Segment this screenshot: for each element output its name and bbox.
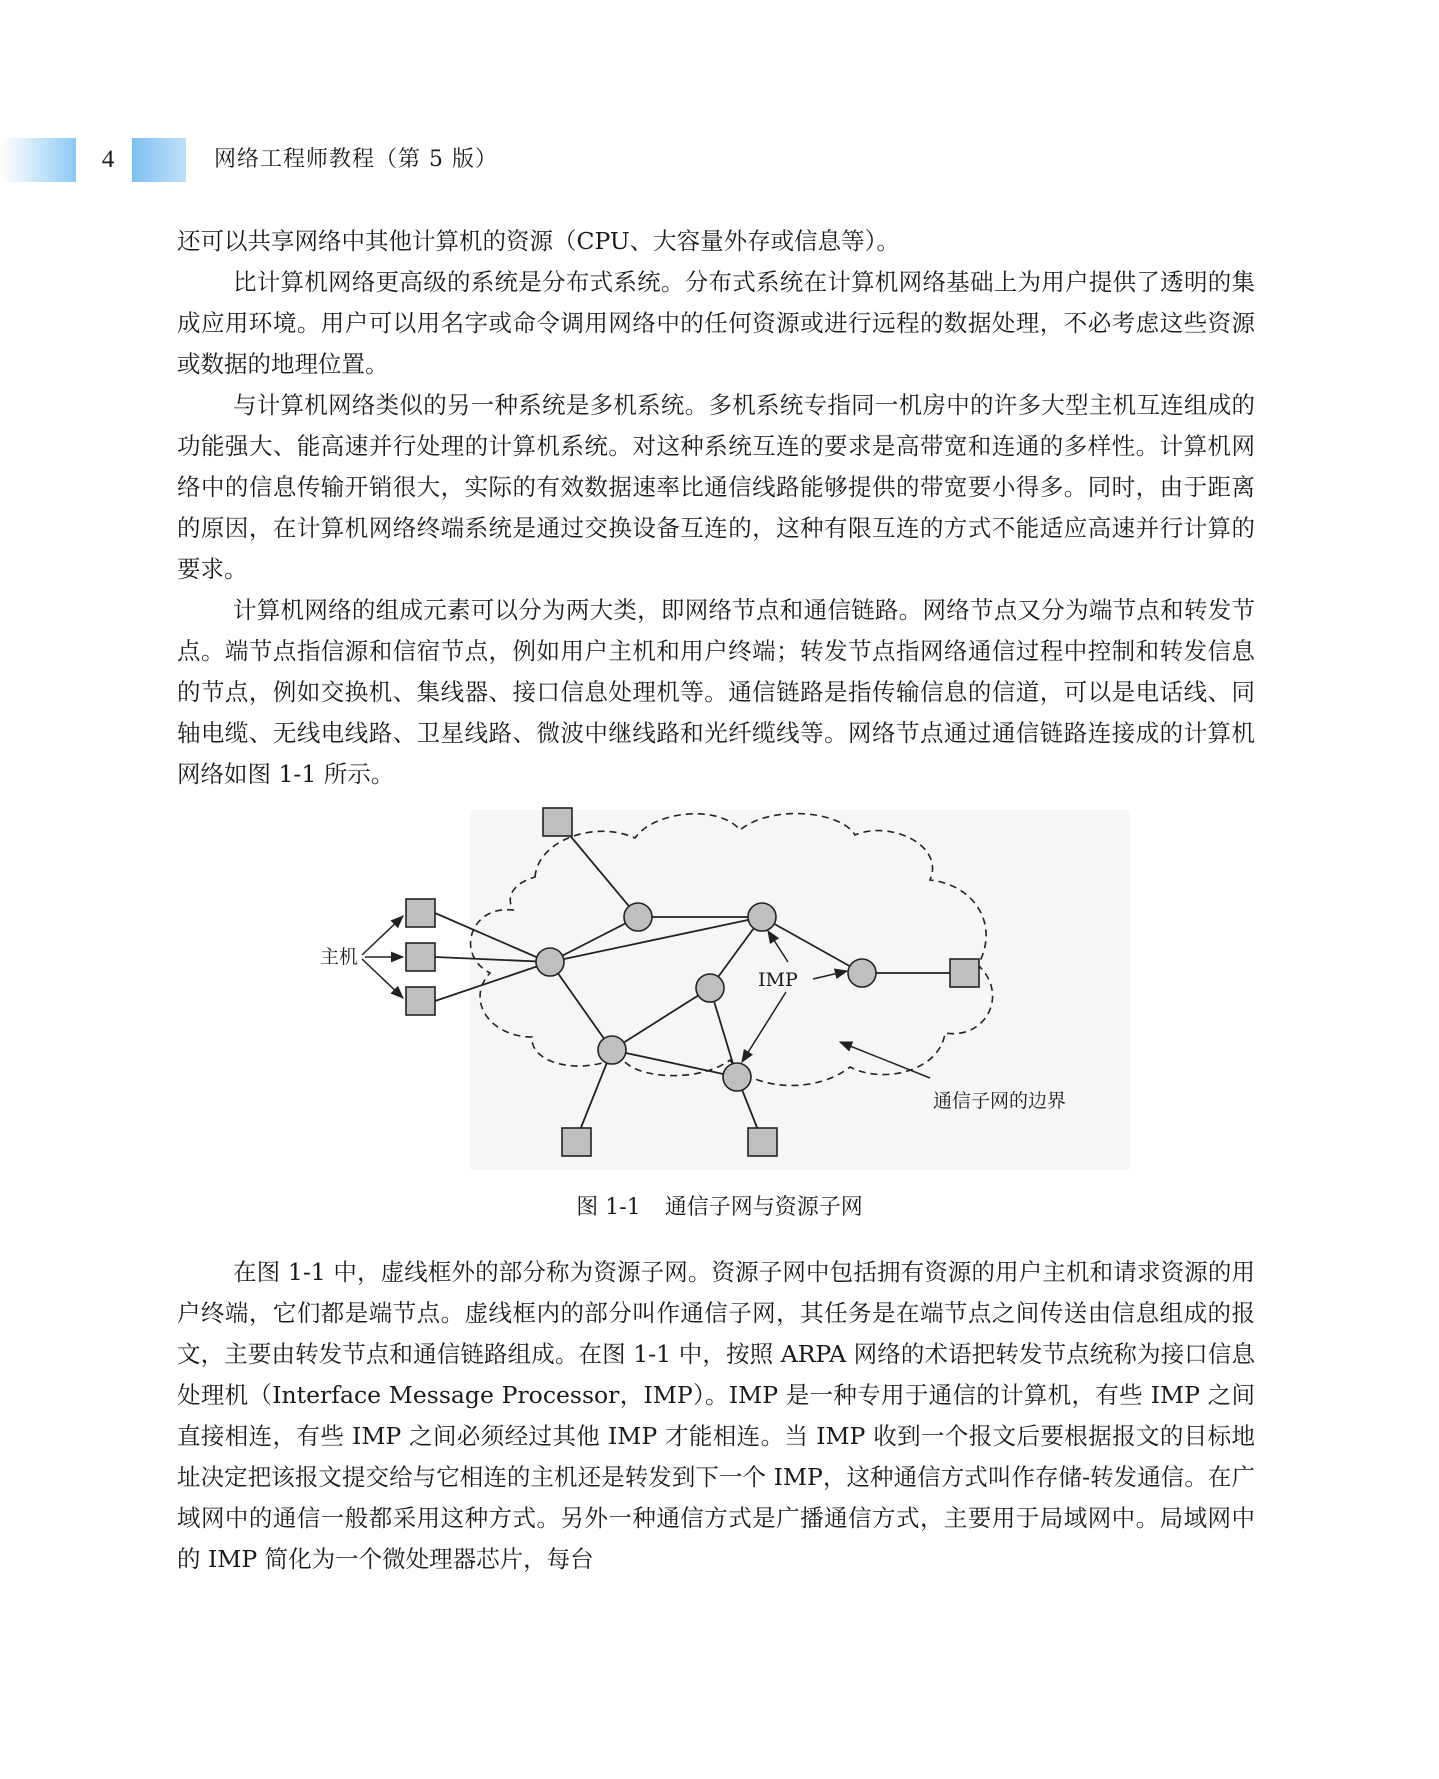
host-square <box>406 943 435 971</box>
imp-node <box>848 959 876 987</box>
imp-node <box>748 903 776 931</box>
paragraph: 还可以共享网络中其他计算机的资源（CPU、大容量外存或信息等）。 <box>177 227 900 255</box>
network-diagram-drawing <box>310 805 1140 1175</box>
paragraph: 计算机网络的组成元素可以分为两大类，即网络节点和通信链路。网络节点又分为端节点和转发节点。端节点指信源和信宿节点，例如用户主机和用户终端；转发节点指网络通信过程中控制和转发信息的节点，例如交换机、集线器、接口信息处理机等。通信链路是指传输信息的信道，可以是电话线、同轴电缆、无线电线路、卫星线路、微波中继线路和光纤缆线等。网络节点通过通信链路连接成的计算机网络如图 1-1 所示。 <box>177 596 1255 788</box>
imp-node <box>696 974 724 1002</box>
paragraph: 比计算机网络更高级的系统是分布式系统。分布式系统在计算机网络基础上为用户提供了透明的集成应用环境。用户可以用名字或命令调用网络中的任何资源或进行远程的数据处理，不必考虑这些资源或数据的地理位置。 <box>177 268 1255 378</box>
host-label-arrow <box>362 916 403 955</box>
figure-caption-title: 通信子网与资源子网 <box>664 1195 863 1220</box>
page-header <box>0 138 1439 182</box>
figure-caption-number: 图 1-1 <box>576 1195 641 1220</box>
imp-label: IMP <box>758 969 798 991</box>
host-square <box>950 959 979 987</box>
host-square <box>748 1128 777 1156</box>
body-text-top <box>177 221 1255 795</box>
host-square <box>543 808 572 836</box>
imp-node <box>624 903 652 931</box>
host-label: 主机 <box>320 946 359 968</box>
figure-caption <box>0 1193 1439 1223</box>
header-decoration-right <box>132 138 186 182</box>
host-label-arrow <box>362 959 403 998</box>
host-square <box>562 1128 591 1156</box>
book-title: 网络工程师教程（第 5 版） <box>214 147 498 172</box>
host-square <box>406 899 435 927</box>
body-text-bottom <box>177 1252 1255 1580</box>
page-number: 4 <box>101 146 115 173</box>
imp-node <box>598 1036 626 1064</box>
imp-node <box>536 948 564 976</box>
paragraph: 与计算机网络类似的另一种系统是多机系统。多机系统专指同一机房中的许多大型主机互连组成的功能强大、能高速并行处理的计算机系统。对这种系统互连的要求是高带宽和连通的多样性。计算机网络中的信息传输开销很大，实际的有效数据速率比通信线路能够提供的带宽要小得多。同时，由于距离的原因，在计算机网络终端系统是通过交换设备互连的，这种有限互连的方式不能适应高速并行计算的要求。 <box>177 391 1255 583</box>
header-decoration-left <box>0 138 76 182</box>
paragraph: 在图 1-1 中，虚线框外的部分称为资源子网。资源子网中包括拥有资源的用户主机和请求资源的用户终端，它们都是端节点。虚线框内的部分叫作通信子网，其任务是在端节点之间传送由信息组成的报文，主要由转发节点和通信链路组成。在图 1-1 中，按照 ARPA 网络的术语把转发节点统称为接口信息处理机（Interface Message Processor，IMP）。IMP 是一种专用于通信的计算机，有些 IMP 之间直接相连，有些 IMP 之间必须经过其他 IMP 才能相连。当 IMP 收到一个报文后要根据报文的目标地址决定把该报文提交给与它相连的主机还是转发到下一个 IMP，这种通信方式叫作存储-转发通信。在广域网中的通信一般都采用这种方式。另外一种通信方式是广播通信方式，主要用于局域网中。局域网中的 IMP 简化为一个微处理器芯片，每台 <box>177 1258 1255 1573</box>
host-square <box>406 987 435 1015</box>
network-diagram <box>310 805 1140 1175</box>
imp-node <box>723 1063 751 1091</box>
subnet-boundary-label: 通信子网的边界 <box>933 1090 1067 1112</box>
